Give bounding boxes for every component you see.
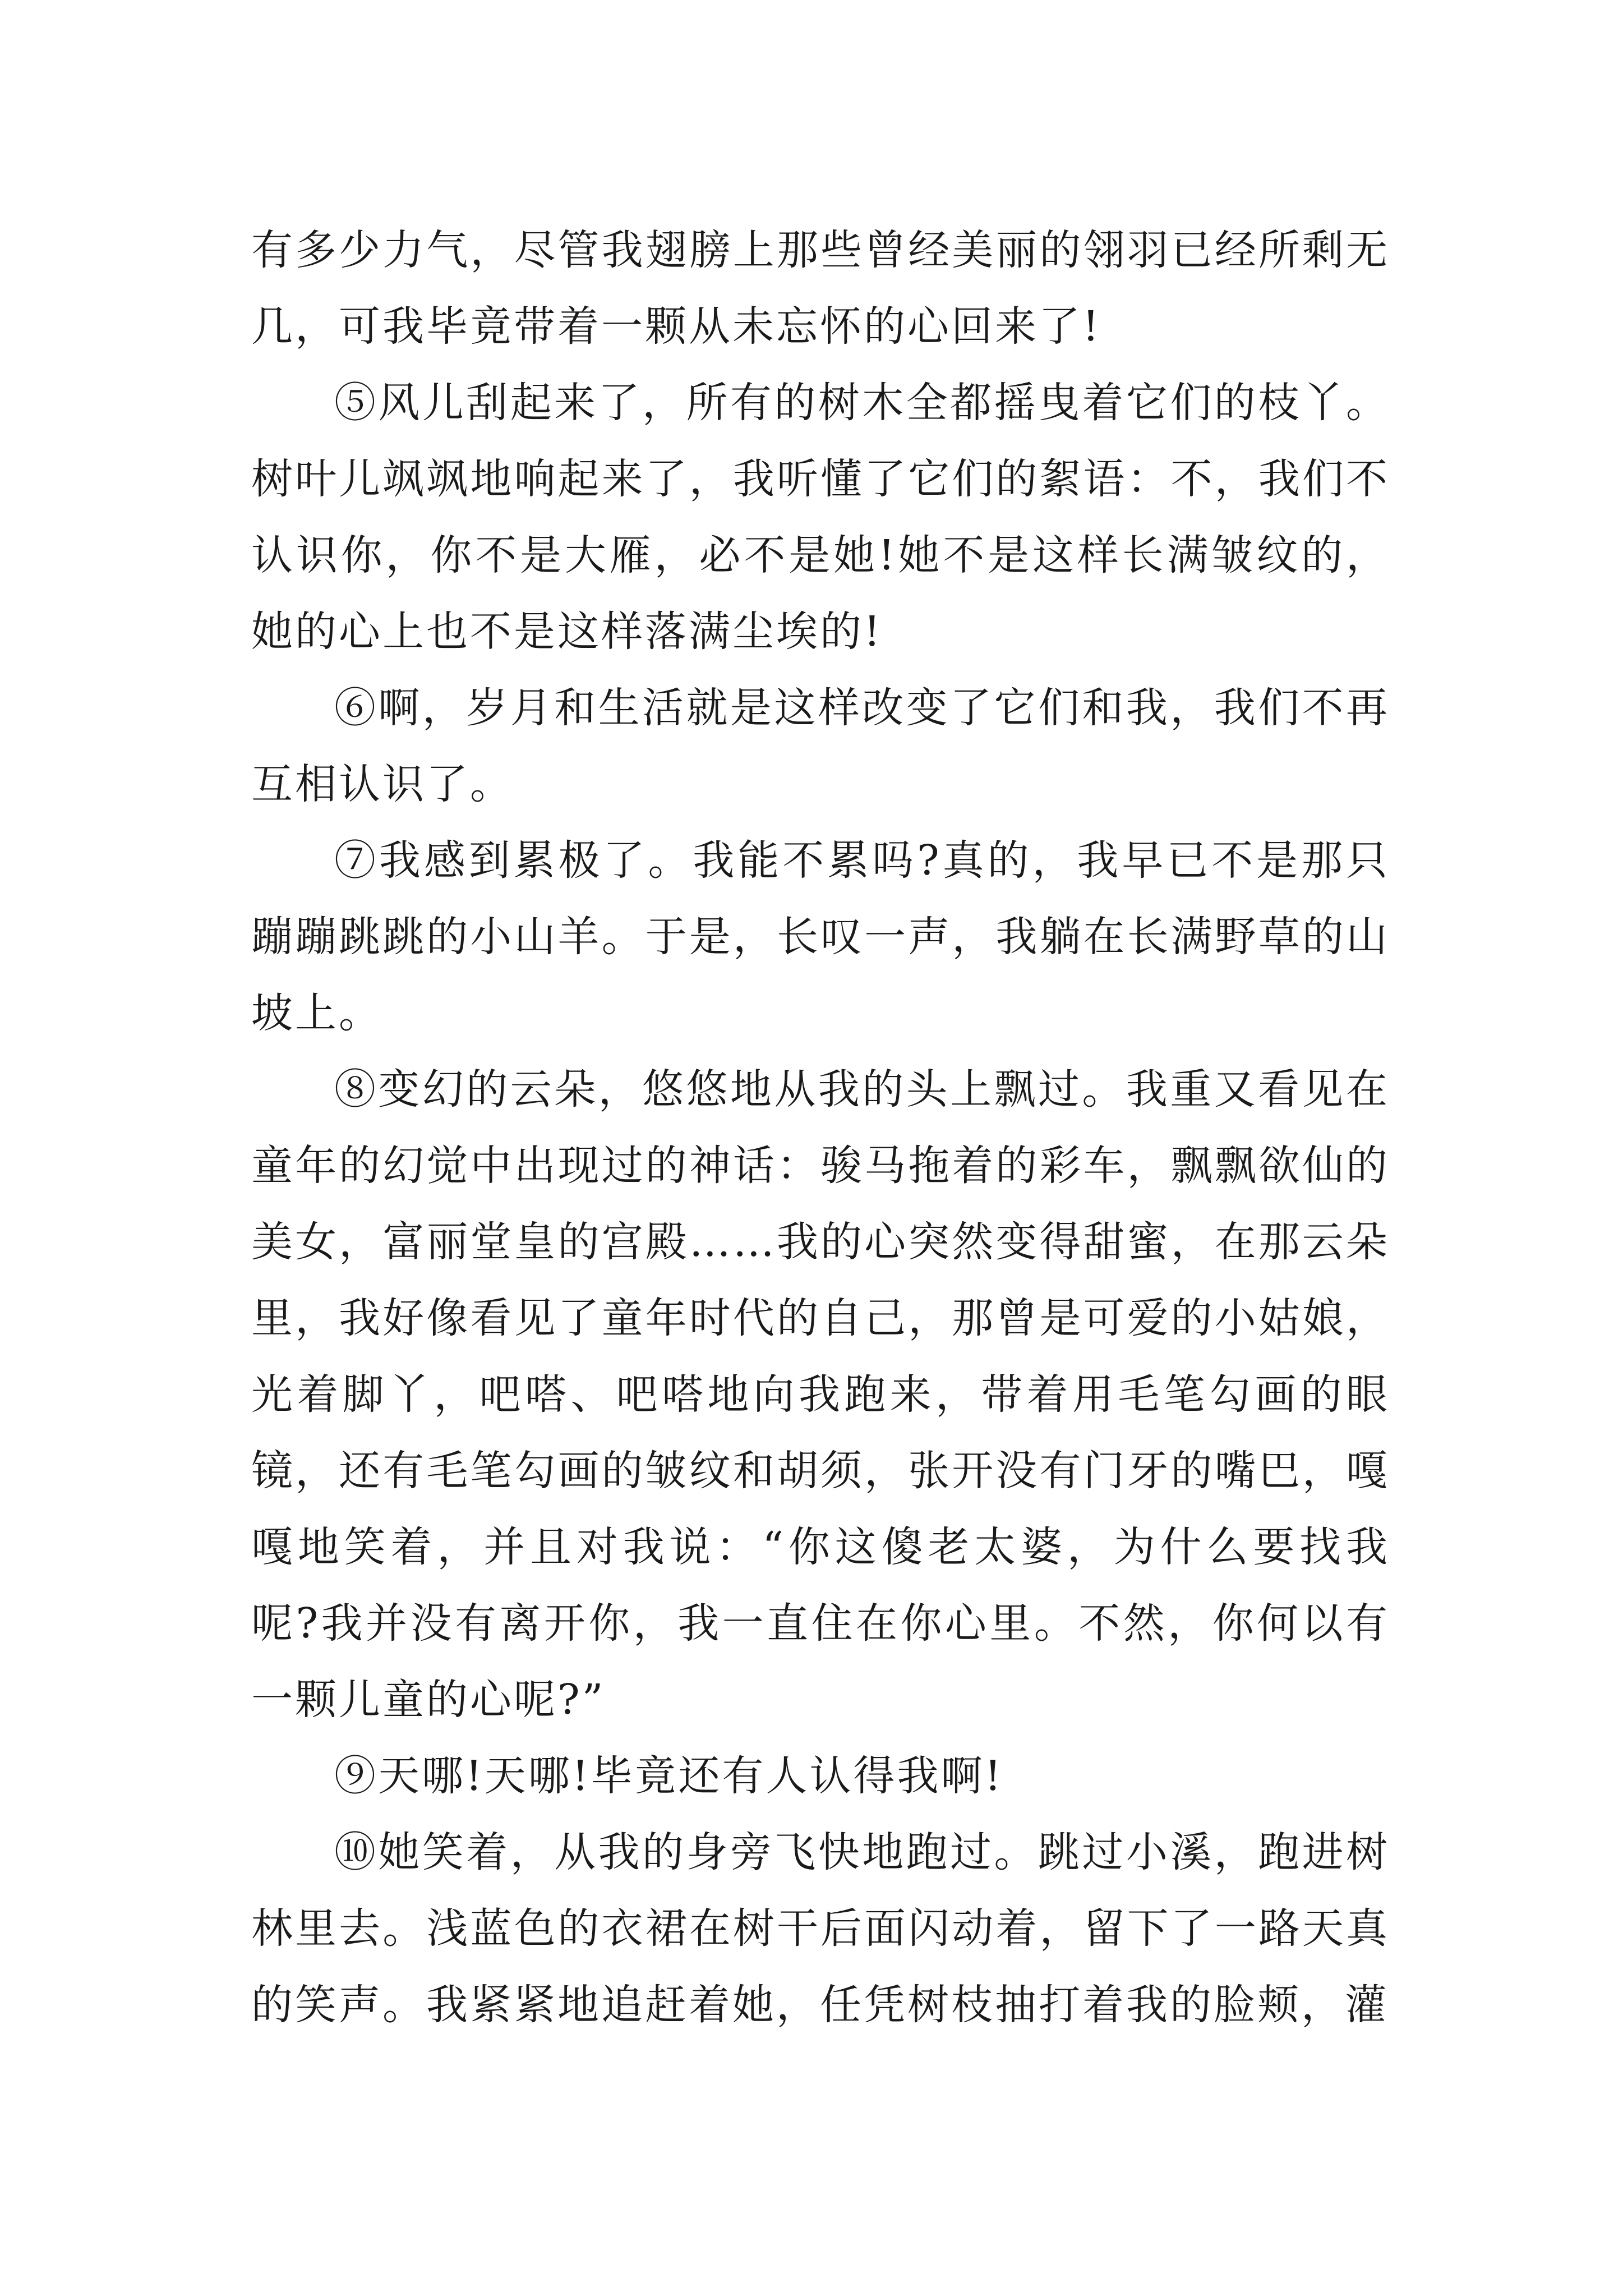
paragraph: ⑧变幻的云朵，悠悠地从我的头上飘过。我重又看见在童年的幻觉中出现过的神话：骏马拖着的彩车，飘飘欲仙的美女，富丽堂皇的宫殿……我的心突然变得甜蜜，在那云朵里，我好像看见了童年时代的自己，那曾是可爱的小姑娘，光着脚丫，吧嗒、吧嗒地向我跑来，带着用毛笔勾画的眼镜，还有毛笔勾画的皱纹和胡须，张开没有门牙的嘴巴，嘎嘎地笑着，并且对我说：“你这傻老太婆，为什么要找我呢?我并没有离开你，我一直住在你心里。不然，你何以有一颗儿童的心呢?” [251,1065,1390,1724]
paragraph: ⑥啊，岁月和生活就是这样改变了它们和我，我们不再互相认识了。 [251,684,1390,808]
body-text [251,212,1390,2043]
paragraph: ⑩她笑着，从我的身旁飞快地跑过。跳过小溪，跑进树林里去。浅蓝色的衣裙在树干后面闪动着，留下了一路天真的笑声。我紧紧地追赶着她，任凭树枝抽打着我的脸颊，灌 [251,1828,1390,2029]
paragraph: ⑦我感到累极了。我能不累吗?真的，我早已不是那只蹦蹦跳跳的小山羊。于是，长叹一声，我躺在长满野草的山坡上。 [251,836,1390,1037]
paragraph: ⑨天哪!天哪!毕竟还有人认得我啊! [334,1752,1004,1800]
paragraph: 有多少力气，尽管我翅膀上那些曾经美丽的翎羽已经所剩无几，可我毕竟带着一颗从未忘怀的心回来了! [251,226,1390,351]
paragraph: ⑤风儿刮起来了，所有的树木全都摇曳着它们的枝丫。树叶儿飒飒地响起来了，我听懂了它们的絮语：不，我们不认识你，你不是大雁，必不是她!她不是这样长满皱纹的，她的心上也不是这样落满尘埃的! [251,379,1390,656]
